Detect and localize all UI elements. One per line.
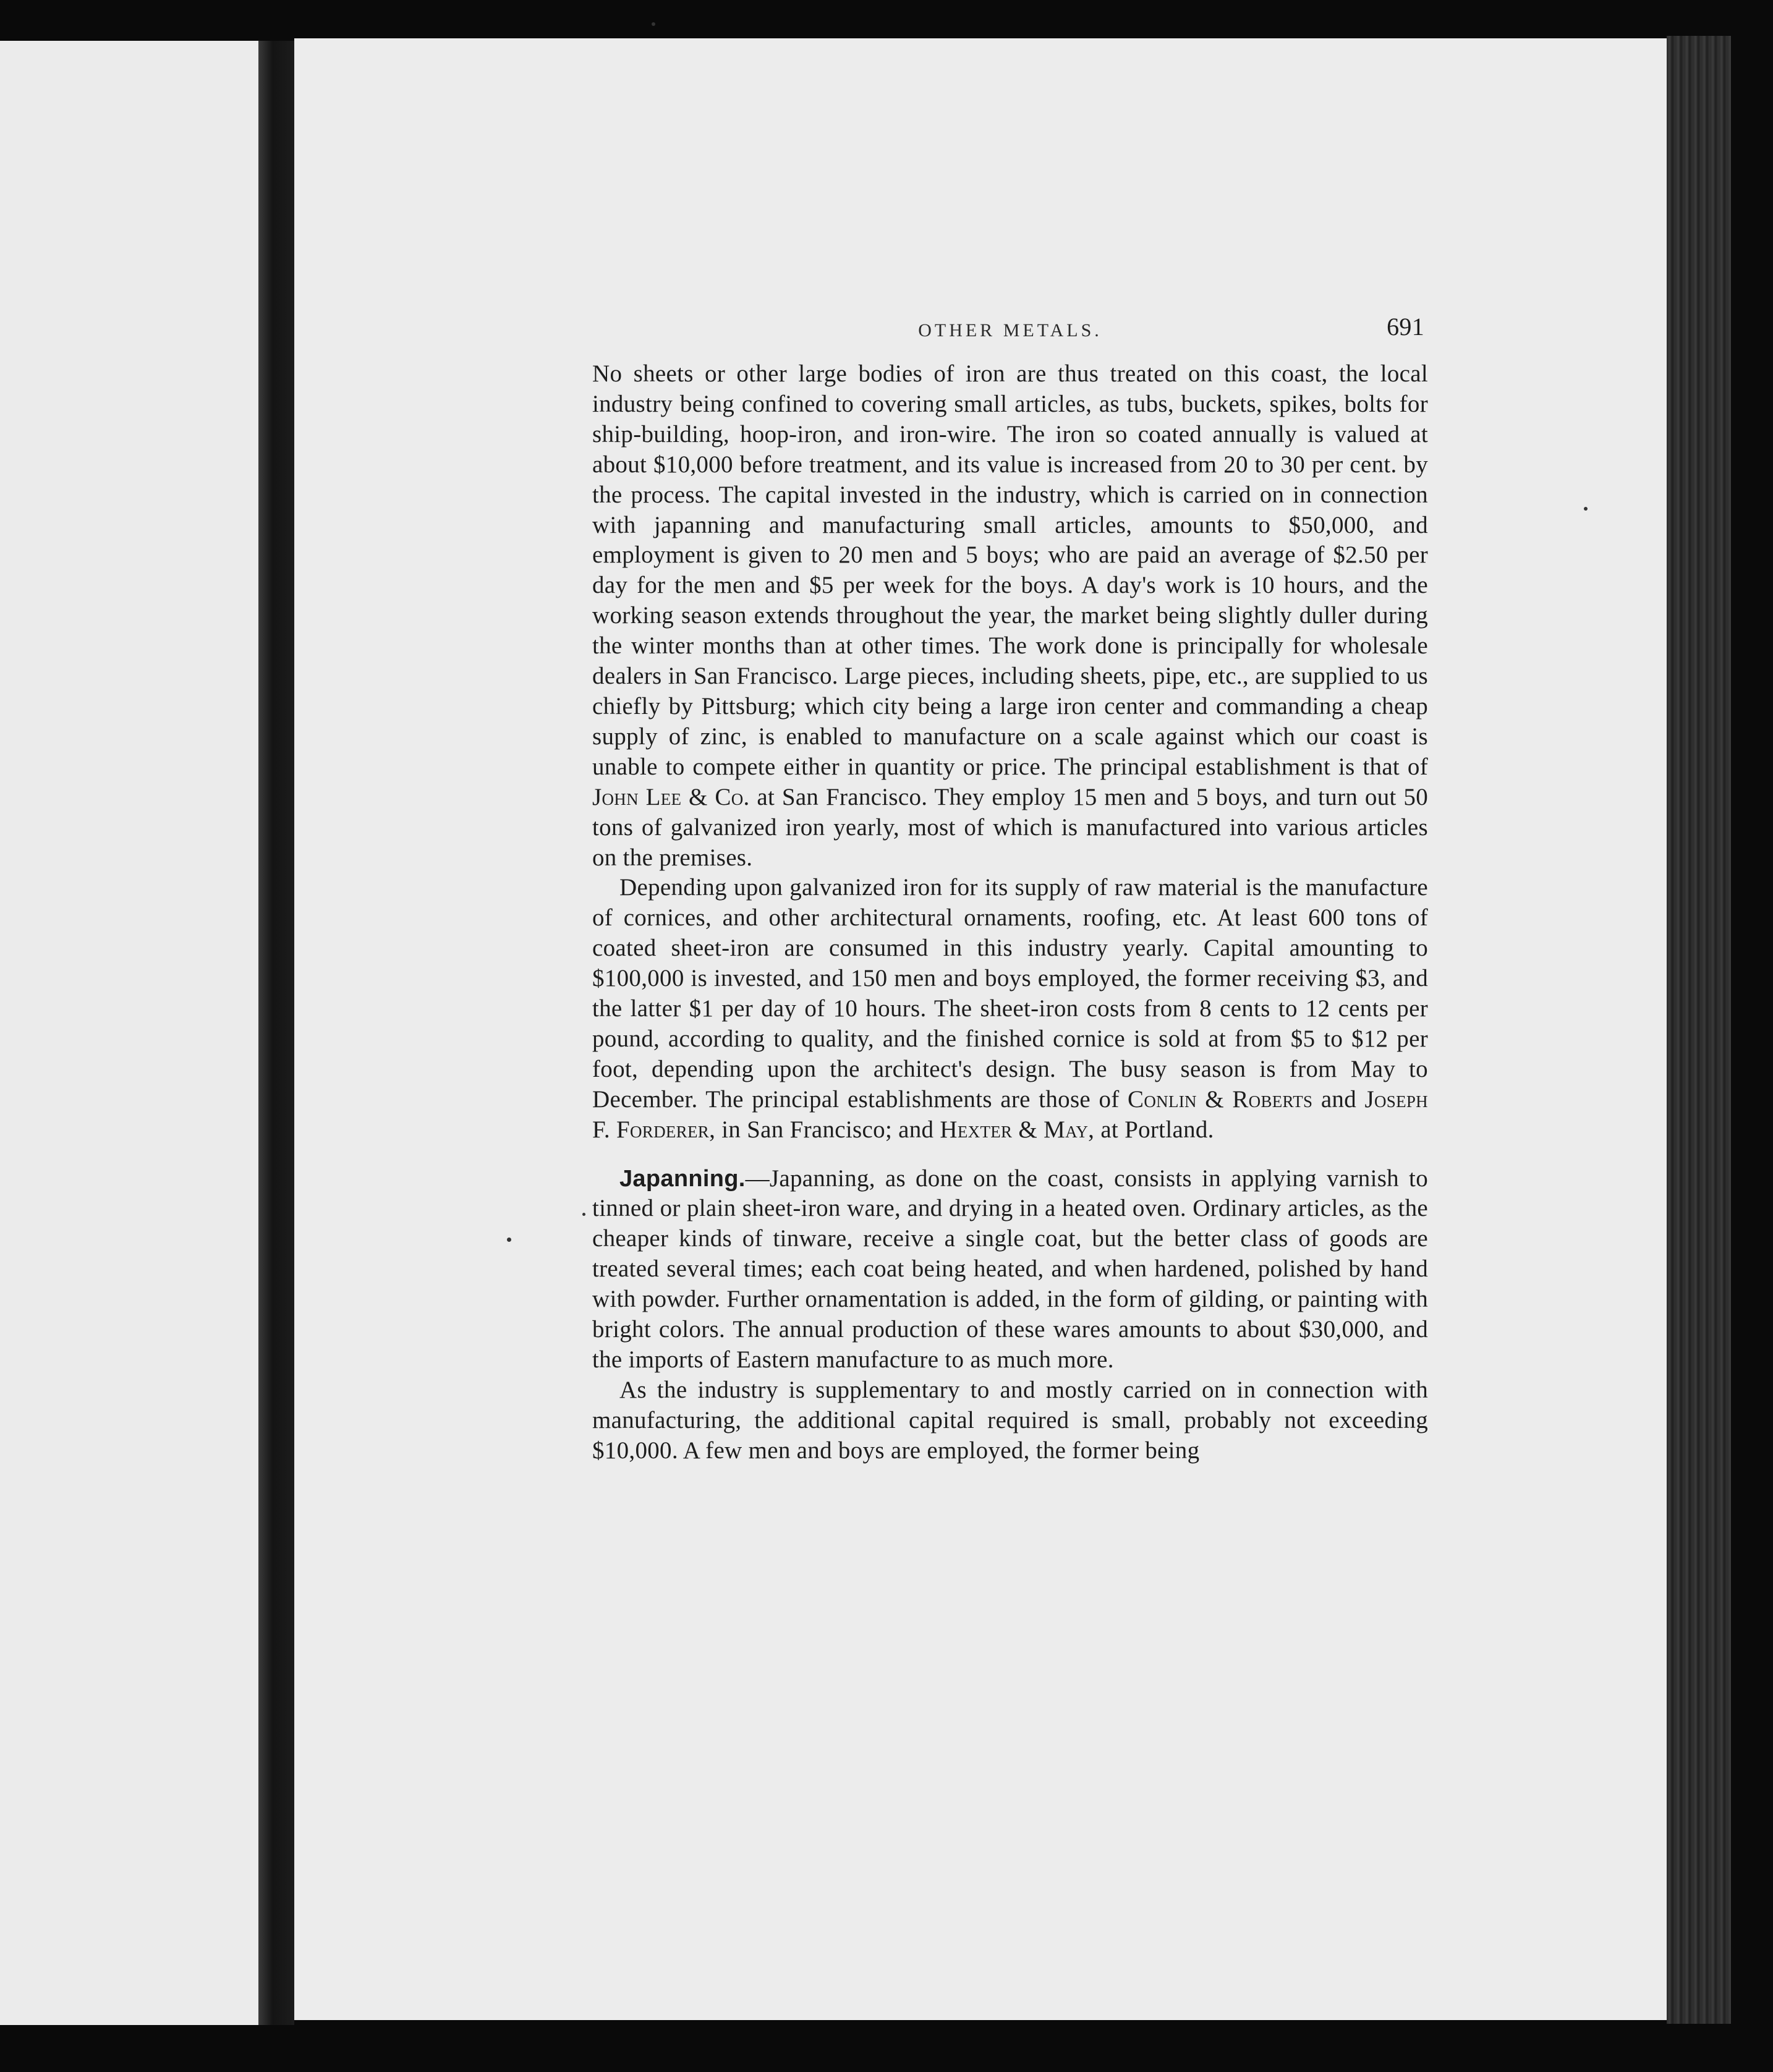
paragraph-japanning: [592, 1164, 1428, 1375]
paragraph-text: at Portland.: [1100, 1116, 1214, 1143]
running-head: [592, 312, 1428, 348]
paragraph-cornices: [592, 873, 1428, 1145]
book-fore-edge: [1667, 36, 1731, 2024]
firm-name: Joseph F. Forderer,: [592, 1085, 1428, 1143]
paragraph-text: —Japanning, as done on the coast, consists in applying varnish to tinned or plain sheet-iron ware, and drying in a heated oven. Ordinary articles, as the cheaper kinds of tinware, receive a single coat, but the better class of goods are treated several times; each coat being heated, and when hardened, polished by hand with powder. Further ornamentation is added, in the form of gilding, or painting with bright colors. The annual production of these wares amounts to about $30,000, and the imports of Eastern manufacture to as much more.: [592, 1165, 1428, 1373]
page-text: [592, 312, 1428, 1466]
paragraph-text: No sheets or other large bodies of iron are thus treated on this coast, the local industry being confined to covering small articles, as tubs, buckets, spikes, bolts for ship-building, hoop-iron, and iron-wire. The iron so coated annually is valued at about $10,000 before treatment, and its value is increased from 20 to 30 per cent. by the process. The capital invested in the industry, which is carried on in connection with japanning and manufacturing small articles, amounts to $50,000, and employment is given to 20 men and 5 boys; who are paid an average of $2.50 per day for the men and $5 per week for the boys. A day's work is 10 hours, and the working season extends throughout the year, the market being slightly duller during the winter months than at other times. The work done is principally for wholesale dealers in San Francisco. Large pieces, including sheets, pipe, etc., are supplied to us chiefly by Pittsburg; which city being a large iron center and commanding a cheap supply of zinc, is enabled to manufacture on a scale against which our coast is unable to compete either in quantity or price. The principal establishment is that of: [592, 360, 1428, 780]
page-number: 691: [1387, 313, 1424, 341]
paragraph-galvanizing: [592, 359, 1428, 873]
paragraph-text: Depending upon galvanized iron for its supply of raw material is the manufacture of cornices, and other architectural ornaments, roofing, etc. At least 600 tons of coated sheet-iron are consumed in this industry yearly. Capital amounting to $100,000 is invested, and 150 men and boys employed, the former receiving $3, and the latter $1 per day of 10 hours. The sheet-iron costs from 8 cents to 12 cents per pound, according to quality, and the finished cornice is sold at from $5 to $12 per foot, depending upon the architect's design. The busy season is from May to December. The principal establishments are those of: [592, 874, 1428, 1113]
paragraph-text: and: [1320, 1085, 1357, 1113]
firm-name: Conlin & Roberts: [1128, 1085, 1313, 1113]
firm-name: Hexter & May,: [940, 1116, 1095, 1143]
scan-speck: [507, 1238, 511, 1242]
paragraph-text: As the industry is supplementary to and mostly carried on in connection with manufacturing, the additional capital required is small, probably not exceeding $10,000. A few men and boys are employed, the former being: [592, 1376, 1428, 1464]
firm-name: John Lee & Co.: [592, 783, 750, 810]
paragraph-text: at San Francisco. They employ 15 men and 5 boys, and turn out 50 tons of galvanized iron yearly, most of which is manufactured into various articles on the premises.: [592, 783, 1428, 871]
left-page: [0, 41, 258, 2025]
scan-speck: [582, 1213, 585, 1216]
book-gutter: [258, 41, 294, 2025]
running-head-title: OTHER METALS.: [918, 320, 1102, 341]
scan-speck: [652, 22, 655, 26]
paragraph-text: in San Francisco; and: [721, 1116, 934, 1143]
section-heading: Japanning.: [619, 1165, 746, 1192]
scan-speck: [1584, 507, 1588, 511]
paragraph-japanning-capital: [592, 1375, 1428, 1466]
